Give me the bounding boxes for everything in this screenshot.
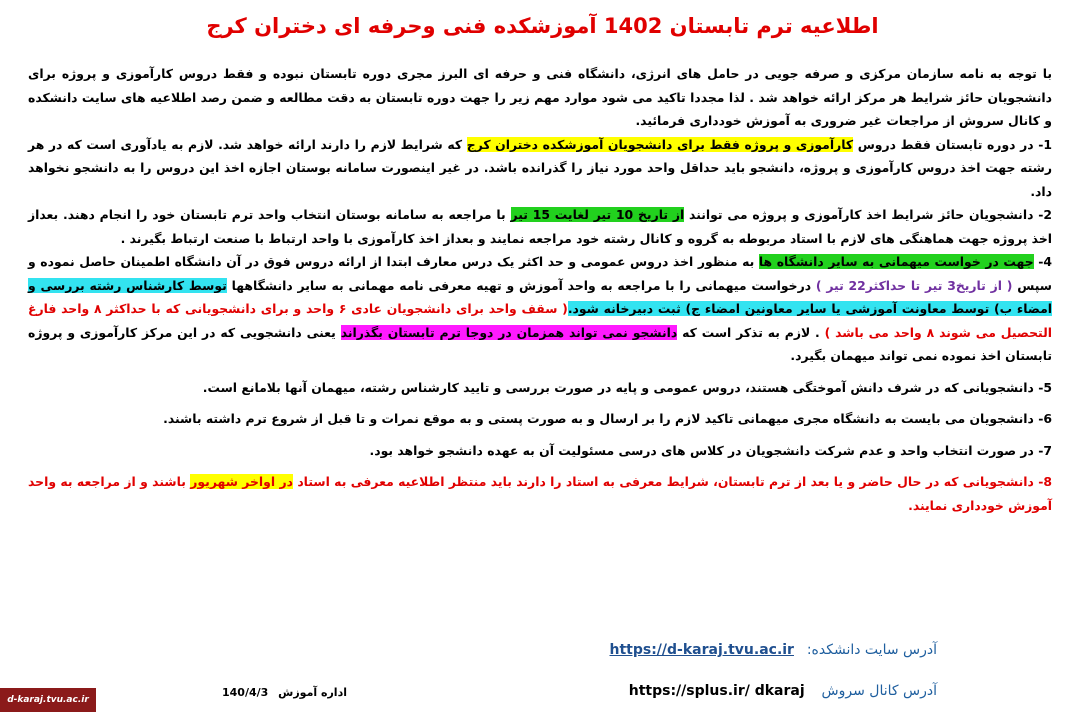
page-title: اطلاعیه ترم تابستان 1402 آموزشکده فنی وحرفه ای دختران کرج	[206, 14, 879, 38]
channel-label: آدرس کانال سروش	[821, 683, 937, 699]
office-signature	[222, 686, 347, 699]
channel-address	[629, 683, 937, 699]
item-6: 6- دانشجویان می بایست به دانشگاه مجری میهمانی تاکید لازم را بر ارسال و به صورت پستی و به موقع نمرات و تا قبل از شروع ترم داشته باشند.	[163, 411, 1052, 426]
website-address	[610, 642, 938, 658]
item-2: 2- دانشجویان حائز شرایط اخذ کارآموزی و پروژه می توانند از تاریخ 10 تیر لغایت 15 تیر با مراجعه به سامانه بوستان انتخاب واحد ترم تابستان خود را انجام دهند. بعداز اخذ پروژه جهت هماهنگی های لازم با استاد مربوطه به گروه و کانال رشته خود مراجعه نمایند و بعداز اخذ کارآموزی با واحد ارتباط با صنعت ارتباط بگیرند .	[28, 207, 1053, 246]
item-4: 4- جهت در خواست میهمانی به سایر دانشگاه ها به منظور اخذ دروس عمومی و حد اکثر یک درس معارف ابتدا از ارائه دروس فوق در آن دانشگاه اطمینان حاصل نموده و سپس ( از تاریخ3 تیر تا حداکثر22 تیر ) درخواست میهمانی را با مراجعه به واحد آموزش و تهیه معرفی نامه مهمانی به سایر دانشگاهها توسط کارشناس رشته بررسی و امضاء ب) توسط معاونت آموزشی یا سایر معاونین امضاء ج) ثبت دبیرخانه شود.( سقف واحد برای دانشجویان عادی ۶ واحد و برای دانشجویانی که با حداکثر ۸ واحد فارغ التحصیل می شوند ۸ واحد می باشد ) . لازم به تذکر است که دانشجو نمی تواند همزمان در دوجا ترم تابستان بگذراند یعنی دانشجویی که در این مرکز کارآموزی و پروژه تابستان اخذ نموده نمی تواند میهمان بگیرد.	[28, 254, 1052, 363]
item-7: 7- در صورت انتخاب واحد و عدم شرکت دانشجویان در کلاس های درسی مسئولیت آن به عهده دانشجو خواهد بود.	[369, 442, 1052, 458]
office-name: اداره آموزش	[278, 686, 347, 699]
channel-link[interactable]: https://splus.ir/ dkaraj	[628, 683, 805, 699]
website-link[interactable]: https://d-karaj.tvu.ac.ir	[609, 642, 794, 658]
guest-date-range: ( از تاریخ3 تیر تا حداکثر22 تیر )	[815, 277, 1013, 293]
site-logo: d-karaj.tvu.ac.ir	[0, 688, 96, 712]
highlight-late-shahrivar: در اواخر شهریور	[190, 474, 293, 489]
office-date: 140/4/3	[222, 686, 269, 699]
item-8: 8- دانشجویانی که در حال حاضر و یا بعد از ترم تابستان، شرایط معرفی به استاد را دارند باید منتظر اطلاعیه معرفی به استاد در اواخر شهریور باشند و از مراجعه به واحد آموزش خودداری نمایند.	[28, 474, 1052, 513]
announcement-body	[28, 62, 1052, 517]
item-5: 5- دانشجویانی که در شرف دانش آموختگی هستند، دروس عمومی و پایه در صورت بررسی و تایید کارشناس رشته، میهمان آنها بلامانع است.	[202, 379, 1052, 395]
unit-cap-note: ( سقف واحد برای دانشجویان عادی ۶ واحد و برای دانشجویانی که با حداکثر ۸ واحد فارغ التحصیل می شوند ۸ واحد می باشد )	[28, 301, 1052, 340]
highlight-approval-steps: توسط کارشناس رشته بررسی و امضاء ب) توسط معاونت آموزشی یا سایر معاونین امضاء ج) ثبت دبیرخانه شود.	[28, 277, 1052, 316]
intro-paragraph: با توجه به نامه سازمان مرکزی و صرفه جویی در حامل های انرژی، دانشگاه فنی و حرفه ای البرز مجری دوره تابستان نبوده و فقط دروس کارآموزی و پروژه برای دانشجویان حائز شرایط هر مرکز ارائه خواهد شد . لذا مجددا تاکید می شود موارد مهم زیر را جهت دوره تابستان به دقت مطالعه و ضمن رصد اطلاعیه های سایت دانشکده و کانال سروش از مراجعات غیر ضروری به آموزش خودداری فرمائید.	[28, 66, 1052, 128]
item-1: 1- در دوره تابستان فقط دروس کارآموزی و پروژه فقط برای دانشجویان آموزشکده دختران کرج که شرایط لازم را دارند ارائه خواهد شد. لازم به یادآوری است که در هر رشته جهت اخذ دروس کارآموزی و پروژه، دانشجو باید حداقل واحد مورد نیاز را گذرانده باشد. در غیر اینصورت سامانه بوستان اجازه اخذ این دروس را به دانشجو نخواهد داد.	[28, 136, 1052, 199]
highlight-dual-enrollment: دانشجو نمی تواند همزمان در دوجا ترم تابستان بگذراند	[340, 324, 678, 340]
highlight-registration-dates: از تاریخ 10 تیر لغایت 15 تیر	[510, 207, 685, 222]
website-label: آدرس سایت دانشکده:	[806, 642, 937, 658]
highlight-guest-request: جهت در خواست میهمانی به سایر دانشگاه ها	[758, 254, 1034, 269]
highlight-internship-project: کارآموزی و پروژه فقط برای دانشجویان آموزشکده دختران کرج	[466, 136, 854, 152]
